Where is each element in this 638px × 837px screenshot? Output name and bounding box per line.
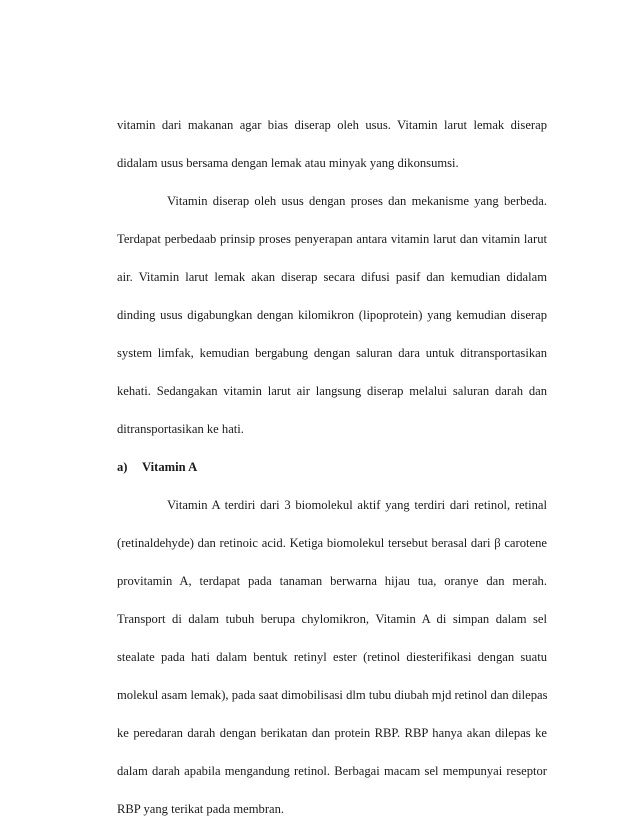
text-line: system limfak, kemudian bergabung dengan saluran dara untuk ditransportasikan — [117, 346, 547, 360]
text-line: vitamin dari makanan agar bias diserap oleh usus. Vitamin larut lemak diserap — [117, 118, 547, 132]
text-line: kehati. Sedangakan vitamin larut air langsung diserap melalui saluran darah dan — [117, 384, 547, 398]
paragraph-1 — [117, 115, 547, 191]
text-line: Vitamin A terdiri dari 3 biomolekul aktif yang terdiri dari retinol, retinal — [167, 498, 547, 512]
heading-marker: a) — [117, 460, 128, 474]
paragraph-3 — [117, 495, 547, 837]
paragraph-2 — [117, 191, 547, 457]
text-line: Transport di dalam tubuh berupa chylomikron, Vitamin A di simpan dalam sel — [117, 612, 547, 626]
text-line: molekul asam lemak), pada saat dimobilisasi dlm tubu diubah mjd retinol dan dilepas — [117, 688, 548, 702]
heading-title: Vitamin A — [142, 460, 198, 474]
text-line: air. Vitamin larut lemak akan diserap secara difusi pasif dan kemudian didalam — [117, 270, 547, 284]
text-line: ke peredaran darah dengan berikatan dan protein RBP. RBP hanya akan dilepas ke — [117, 726, 547, 740]
text-line: Terdapat perbedaab prinsip proses penyerapan antara vitamin larut dan vitamin larut — [117, 232, 547, 246]
text-line: RBP yang terikat pada membran. — [117, 802, 285, 816]
section-heading — [117, 457, 547, 495]
text-line: ditransportasikan ke hati. — [117, 422, 244, 436]
text-line: dalam darah apabila mengandung retinol. Berbagai macam sel mempunyai reseptor — [117, 764, 547, 778]
text-line: didalam usus bersama dengan lemak atau minyak yang dikonsumsi. — [117, 156, 459, 170]
text-line: (retinaldehyde) dan retinoic acid. Ketiga biomolekul tersebut berasal dari β carotene — [117, 536, 547, 550]
text-line: provitamin A, terdapat pada tanaman berwarna hijau tua, oranye dan merah. — [117, 574, 547, 588]
text-line: Vitamin diserap oleh usus dengan proses dan mekanisme yang berbeda. — [167, 194, 547, 208]
text-line: stealate pada hati dalam bentuk retinyl ester (retinol diesterifikasi dengan suatu — [117, 650, 547, 664]
text-line: dinding usus digabungkan dengan kilomikron (lipoprotein) yang kemudian diserap — [117, 308, 547, 322]
document-body — [117, 115, 547, 837]
